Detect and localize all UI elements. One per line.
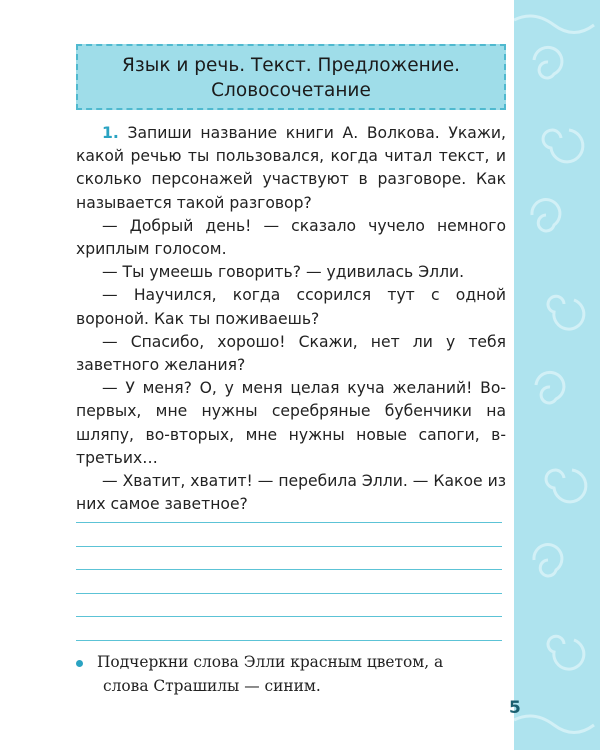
task-1-instruction (76, 122, 506, 215)
swirl-pattern-icon (514, 0, 600, 750)
task-1-instruction-text: Запиши название книги А. Волкова. Укажи, какой речью ты пользовался, когда читал текст, и сколько персонажей участвуют в разговоре. Как называется такой разговор? (76, 124, 506, 212)
page-title (76, 44, 506, 110)
task-2-line-2: слова Страшилы — синим. (103, 677, 321, 695)
task-2-text-1: Подчеркни слова Элли красным цветом, а (97, 653, 444, 671)
title-line-1: Язык и речь. Текст. Предложение. (122, 55, 460, 76)
answer-line[interactable] (76, 522, 502, 523)
title-line-2: Словосочетание (211, 80, 371, 101)
answer-line[interactable] (76, 569, 502, 570)
page-number: 5 (509, 698, 521, 718)
dialogue-line: — Спасибо, хорошо! Скажи, нет ли у тебя заветного желания? (76, 332, 506, 375)
bullet-icon (76, 660, 83, 667)
task-2-line-1 (76, 650, 506, 674)
decorative-sidebar (514, 0, 600, 750)
task-1 (76, 122, 506, 516)
dialogue-line: — Добрый день! — сказало чучело немного хриплым голосом. (76, 216, 506, 259)
answer-line[interactable] (76, 546, 502, 547)
answer-line[interactable] (76, 593, 502, 594)
dialogue-line: — У меня? О, у меня целая куча желаний! Во-первых, мне нужны серебряные бубенчики на шляпу, во-вторых, мне нужны новые сапоги, в-третьих… (76, 379, 506, 467)
answer-line[interactable] (76, 640, 502, 641)
dialogue-line: — Ты умеешь говорить? — удивилась Элли. (102, 263, 465, 282)
dialogue-line: — Хватит, хватит! — перебила Элли. — Какое из них самое заветное? (76, 472, 506, 514)
dialogue-line: — Научился, когда ссорился тут с одной вороной. Как ты поживаешь? (76, 286, 506, 328)
answer-line[interactable] (76, 616, 502, 617)
answer-lines[interactable] (76, 522, 502, 663)
task-2 (76, 650, 506, 698)
task-number: 1. (102, 124, 119, 142)
